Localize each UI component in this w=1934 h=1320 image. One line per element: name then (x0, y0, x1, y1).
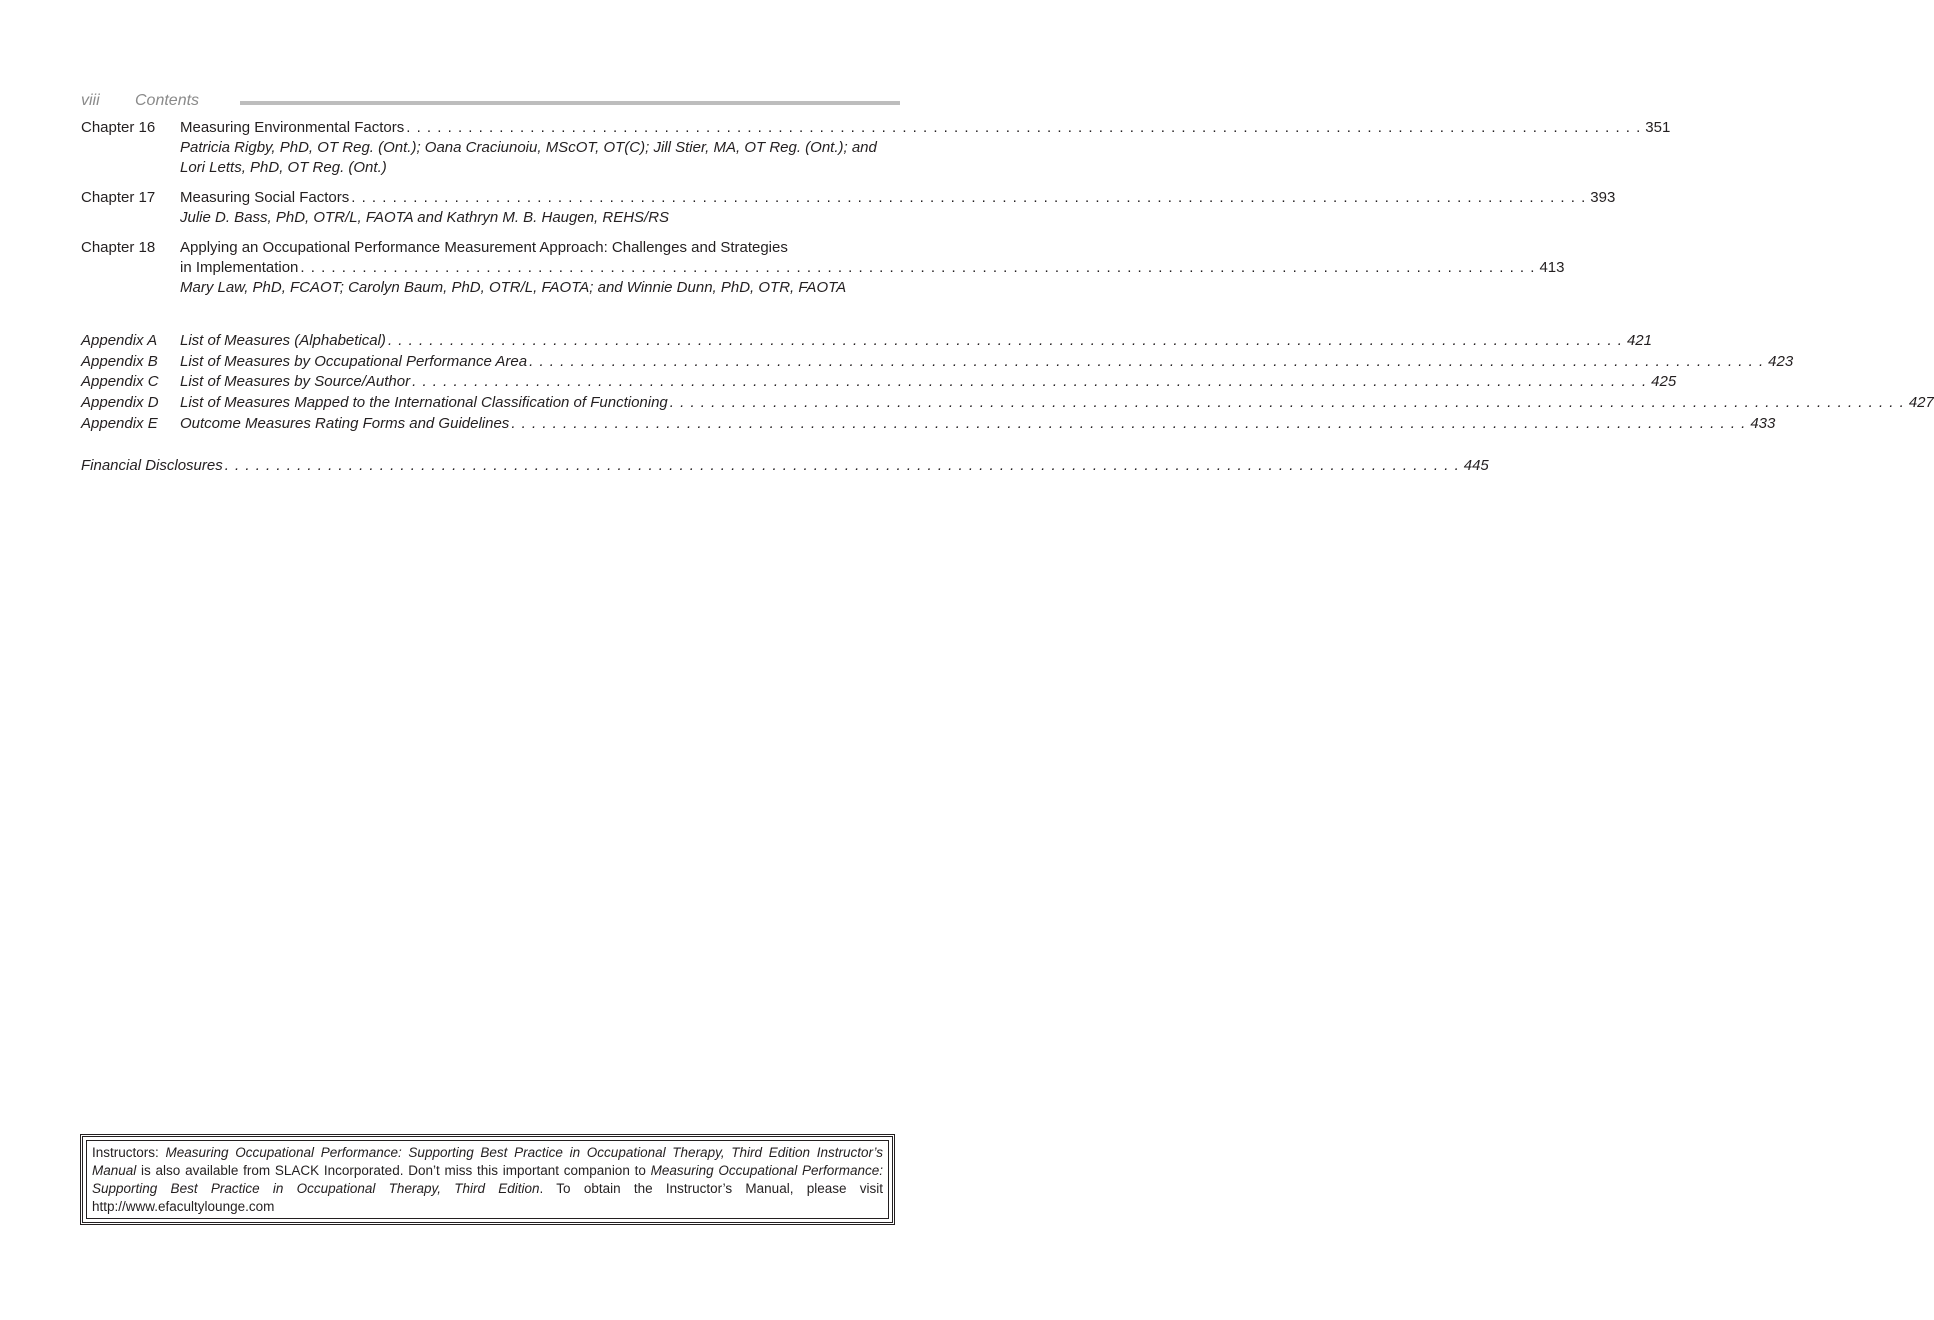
appendix-page: 433 (1750, 414, 1776, 432)
appendix-page: 423 (1768, 352, 1794, 370)
toc-entry-chapter-16[interactable] (81, 118, 1671, 178)
appendix-label: Appendix A (81, 332, 158, 349)
dot-leader: . . . . . . . . . . . . . . . . . . . . . . . . . . . . . . . . . . . . . . . . . . . . . . . . . . . . . . . . . . . . . . . . . . . . . . . . . . . . . . . . . . . . . . . . . . . . . . . . . . . . . . . . . . . . . . . . . . . . . . . . (351, 189, 1587, 206)
appendix-title[interactable]: List of Measures by Source/Author (180, 373, 411, 391)
appendix-page: 421 (1626, 332, 1652, 349)
appendix-title[interactable]: Outcome Measures Rating Forms and Guidelines (180, 414, 510, 432)
chapter-page: 351 (1645, 119, 1671, 136)
appendix-list (81, 331, 1934, 434)
chapter-title-line1[interactable]: Applying an Occupational Performance Measurement Approach: Challenges and Strategies (180, 239, 788, 256)
chapter-title[interactable]: in Implementation (180, 259, 299, 276)
chapter-page: 393 (1590, 189, 1616, 206)
appendix-label: Appendix D (81, 394, 159, 412)
chapter-title[interactable]: Measuring Social Factors (180, 189, 350, 206)
appendix-label: Appendix E (81, 414, 158, 432)
toc-entry-appendix-c[interactable] (81, 372, 1677, 393)
notice-suffix: . To obtain the Instructor’s Manual, please visit http://www.efacultylounge.com (92, 1181, 884, 1214)
instructor-notice-box (80, 1134, 895, 1225)
chapter-label: Chapter 17 (81, 189, 156, 206)
notice-text (92, 1144, 883, 1216)
chapter-authors-cont: Lori Letts, PhD, OT Reg. (Ont.) (180, 159, 387, 176)
chapter-page: 413 (1539, 259, 1565, 276)
dot-leader: . . . . . . . . . . . . . . . . . . . . . . . . . . . . . . . . . . . . . . . . . . . . . . . . . . . . . . . . . . . . . . . . . . . . . . . . . . . . . . . . . . . . . . . . . . . . . . . . . . . . . . . . . . . . . . . . . . . . . . . . (669, 394, 1905, 412)
chapter-authors: Julie D. Bass, PhD, OTR/L, FAOTA and Kathryn M. B. Haugen, REHS/RS (180, 209, 670, 226)
toc-entry-appendix-b[interactable] (81, 352, 1794, 373)
chapter-title[interactable]: Measuring Environmental Factors (180, 119, 405, 136)
toc-entry-financial-disclosures[interactable] (81, 456, 1489, 476)
toc-entry-appendix-d[interactable] (81, 393, 1934, 414)
toc-entry-chapter-18[interactable] (81, 238, 1565, 298)
financial-page: 445 (1463, 457, 1489, 474)
appendix-label: Appendix B (81, 352, 158, 370)
financial-title[interactable]: Financial Disclosures (81, 457, 223, 474)
running-header (81, 92, 900, 112)
running-title: Contents (135, 92, 200, 109)
chapter-label: Chapter 18 (81, 239, 156, 256)
chapter-authors: Patricia Rigby, PhD, OT Reg. (Ont.); Oana Craciunoiu, MScOT, OT(C); Jill Stier, MA, OT Reg. (Ont.); and (180, 139, 877, 156)
page-number: viii (81, 92, 100, 109)
dot-leader: . . . . . . . . . . . . . . . . . . . . . . . . . . . . . . . . . . . . . . . . . . . . . . . . . . . . . . . . . . . . . . . . . . . . . . . . . . . . . . . . . . . . . . . . . . . . . . . . . . . . . . . . . . . . . . . . . . . . . . . . (224, 457, 1460, 474)
appendix-page: 425 (1651, 373, 1677, 391)
notice-prefix: Instructors: (92, 1145, 166, 1160)
toc-entry-appendix-e[interactable] (81, 414, 1776, 435)
notice-middle: is also available from SLACK Incorporated. Don’t miss this important companion to (136, 1163, 651, 1178)
appendix-title[interactable]: List of Measures (Alphabetical) (180, 332, 386, 349)
toc-entry-chapter-17[interactable] (81, 188, 1616, 228)
appendix-title[interactable]: List of Measures Mapped to the International Classification of Functioning (180, 394, 668, 412)
dot-leader: . . . . . . . . . . . . . . . . . . . . . . . . . . . . . . . . . . . . . . . . . . . . . . . . . . . . . . . . . . . . . . . . . . . . . . . . . . . . . . . . . . . . . . . . . . . . . . . . . . . . . . . . . . . . . . . . . . . . . . . . (300, 259, 1536, 276)
appendix-label: Appendix C (81, 373, 159, 391)
notice-book-title: Measuring Occupational Performance: Supporting Best Practice in Occupational Therapy, Third Edition (92, 1163, 883, 1196)
dot-leader: . . . . . . . . . . . . . . . . . . . . . . . . . . . . . . . . . . . . . . . . . . . . . . . . . . . . . . . . . . . . . . . . . . . . . . . . . . . . . . . . . . . . . . . . . . . . . . . . . . . . . . . . . . . . . . . . . . . . . . . . (412, 373, 1648, 391)
dot-leader: . . . . . . . . . . . . . . . . . . . . . . . . . . . . . . . . . . . . . . . . . . . . . . . . . . . . . . . . . . . . . . . . . . . . . . . . . . . . . . . . . . . . . . . . . . . . . . . . . . . . . . . . . . . . . . . . . . . . . . . . (406, 119, 1642, 136)
chapter-list (81, 118, 1671, 308)
notice-manual-title: Measuring Occupational Performance: Supporting Best Practice in Occupational Therapy, Third Edition Instructor’s Manual (92, 1145, 883, 1178)
dot-leader: . . . . . . . . . . . . . . . . . . . . . . . . . . . . . . . . . . . . . . . . . . . . . . . . . . . . . . . . . . . . . . . . . . . . . . . . . . . . . . . . . . . . . . . . . . . . . . . . . . . . . . . . . . . . . . . . . . . . . . . . (387, 332, 1623, 349)
toc-entry-appendix-a[interactable] (81, 331, 1652, 352)
dot-leader: . . . . . . . . . . . . . . . . . . . . . . . . . . . . . . . . . . . . . . . . . . . . . . . . . . . . . . . . . . . . . . . . . . . . . . . . . . . . . . . . . . . . . . . . . . . . . . . . . . . . . . . . . . . . . . . . . . . . . . . . (529, 352, 1765, 370)
dot-leader: . . . . . . . . . . . . . . . . . . . . . . . . . . . . . . . . . . . . . . . . . . . . . . . . . . . . . . . . . . . . . . . . . . . . . . . . . . . . . . . . . . . . . . . . . . . . . . . . . . . . . . . . . . . . . . . . . . . . . . . . (511, 414, 1747, 432)
chapter-authors: Mary Law, PhD, FCAOT; Carolyn Baum, PhD, OTR/L, FAOTA; and Winnie Dunn, PhD, OTR, FAOTA (180, 279, 847, 296)
appendix-page: 427 (1908, 394, 1934, 412)
chapter-label: Chapter 16 (81, 119, 156, 136)
header-rule (240, 101, 900, 105)
appendix-title[interactable]: List of Measures by Occupational Performance Area (180, 352, 528, 370)
